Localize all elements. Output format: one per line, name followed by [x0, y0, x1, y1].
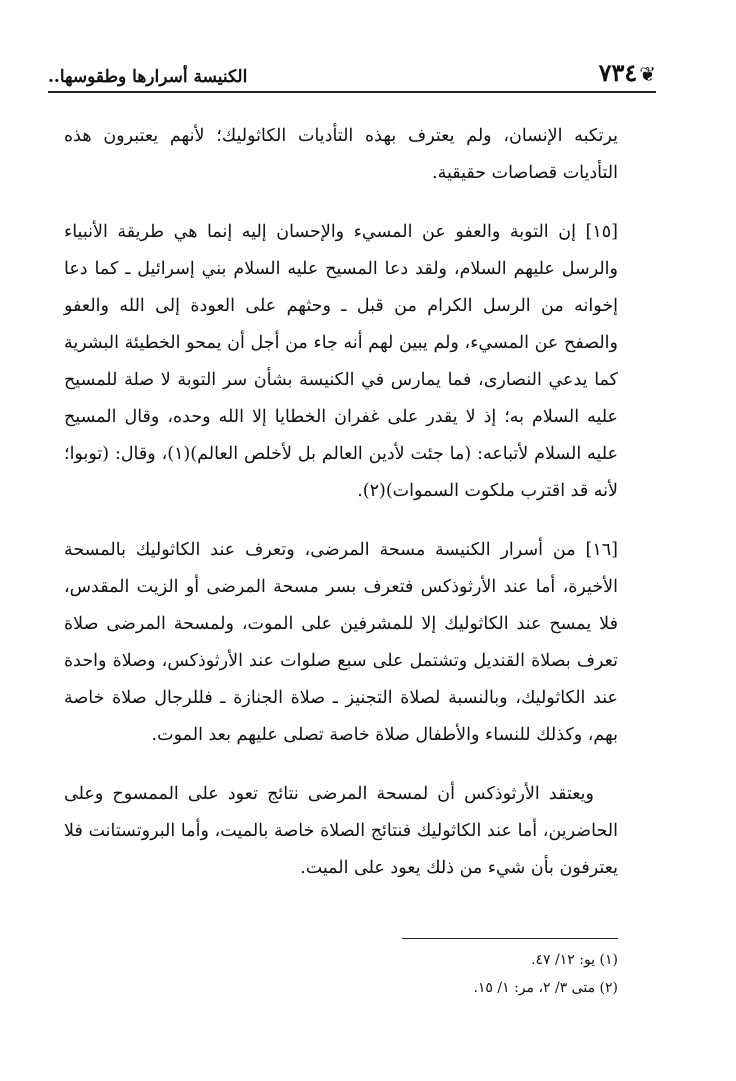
page-header	[48, 58, 656, 86]
footnote-divider	[402, 938, 618, 939]
paragraph-15: [١٥] إن التوبة والعفو عن المسيء والإحسان إليه إنما هي طريقة الأنبياء والرسل عليهم السلام، ولقد دعا المسيح عليه السلام بني إسرائيل ـ كما دعا إخوانه من الرسل الكرام من قبل ـ وحثهم على العودة إلى الله والعفو والصفح عن المسيء، ولم يبين لهم أنه جاء من أجل أن يمحو الخطيئة البشرية كما يدعي النصارى، فما يمارس في الكنيسة بشأن سر التوبة لا صلة للمسيح عليه السلام به؛ إذ لا يقدر على غفران الخطايا إلا الله وحده، وقال المسيح عليه السلام لأتباعه: (ما جئت لأدين العالم بل لأخلص العالم)(١)، وقال: (توبوا؛ لأنه قد اقترب ملكوت السموات)(٢).	[64, 222, 618, 501]
ornament-icon: ❦	[639, 62, 656, 86]
paragraph-orthodox-belief: ويعتقد الأرثوذكس أن لمسحة المرضى نتائج تعود على الممسوح وعلى الحاضرين، أما عند الكاثوليك فنتائج الصلاة خاصة بالميت، وأما البروتستانت فلا يعترفون بأن شيء من ذلك يعود على الميت.	[64, 784, 618, 878]
page-number-text: ٧٣٤	[598, 58, 638, 87]
footnote-2: (٢) متى ٣/ ٢، مر: ١/ ١٥.	[473, 980, 618, 996]
paragraph-continuation: يرتكبه الإنسان، ولم يعترف بهذه التأديات الكاثوليك؛ لأنهم يعتبرون هذه التأديات قصاصات حقيقية.	[64, 126, 618, 183]
main-text	[64, 118, 618, 909]
page-number	[598, 58, 656, 87]
footnote-1: (١) يو: ١٢/ ٤٧.	[531, 952, 618, 968]
header-divider	[48, 91, 656, 93]
running-title: الكنيسة أسرارها وطقوسها..	[48, 67, 248, 87]
footnotes	[300, 946, 618, 1002]
paragraph-16: [١٦] من أسرار الكنيسة مسحة المرضى، وتعرف عند الكاثوليك بالمسحة الأخيرة، أما عند الأرثوذكس فتعرف بسر مسحة المرضى أو الزيت المقدس، فلا يمسح عند الكاثوليك إلا للمشرفين على الموت، ولمسحة المرضى صلاة تعرف بصلاة القنديل وتشتمل على سبع صلوات عند الأرثوذكس، وصلاة واحدة عند الكاثوليك، وبالنسبة لصلاة التجنيز ـ صلاة الجنازة ـ فللرجال صلاة خاصة بهم، وكذلك للنساء والأطفال صلاة خاصة تصلى عليهم بعد الموت.	[64, 540, 618, 745]
